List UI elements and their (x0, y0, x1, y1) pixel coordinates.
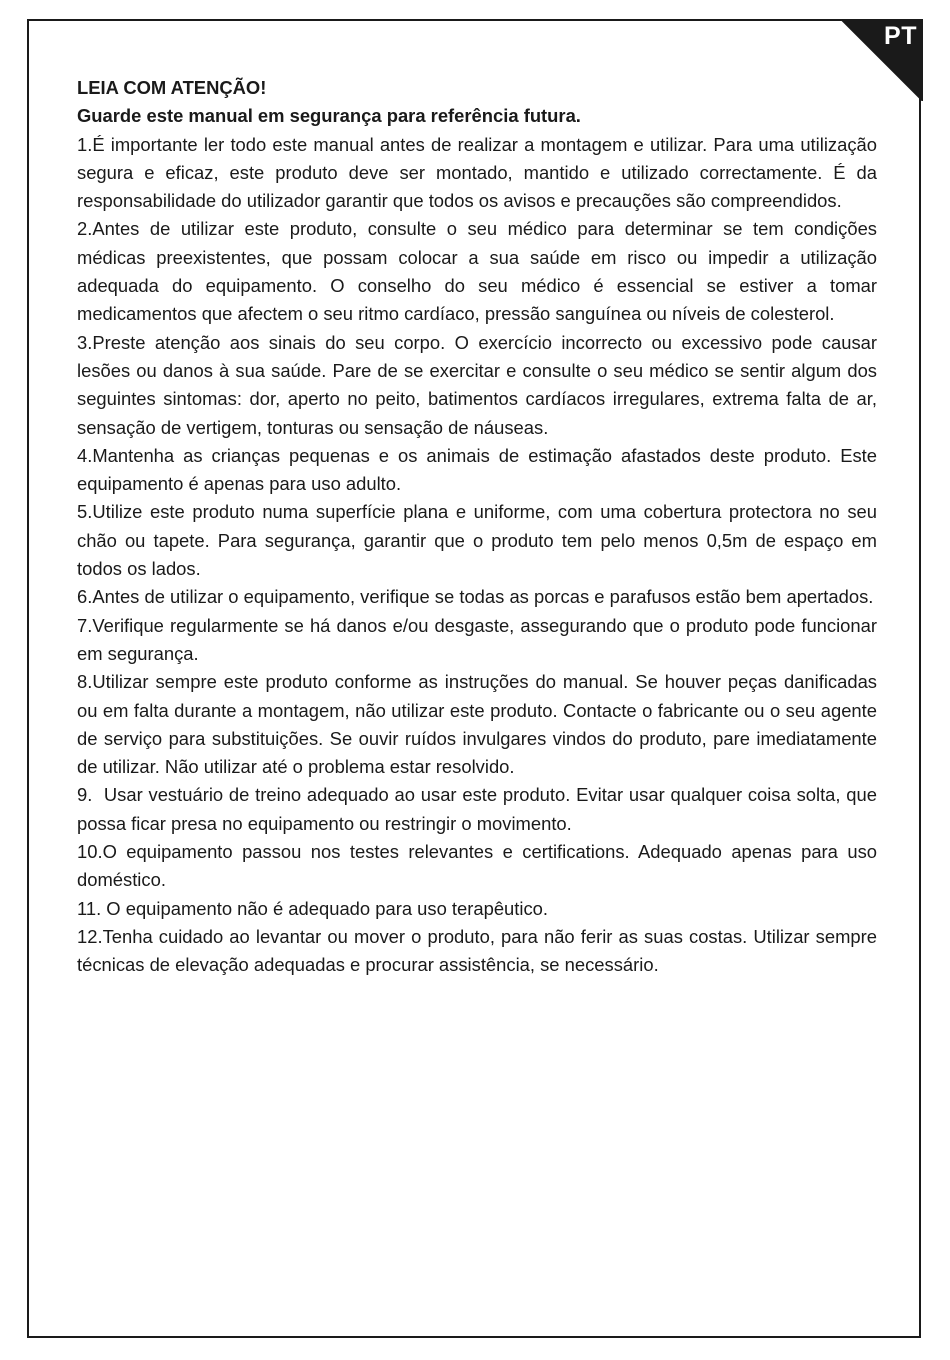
instruction-item-8: 8.Utilizar sempre este produto conforme as instruções do manual. Se houver peças danificadas ou em falta durante a montagem, não utilizar este produto. Contacte o fabricante ou o seu agente de serviço para substituições. Se ouvir ruídos invulgares vindos do produto, pare imediatamente de utilizar. Não utilizar até o problema estar resolvido. (77, 671, 877, 778)
instruction-item-2: 2.Antes de utilizar este produto, consulte o seu médico para determinar se tem condições médicas preexistentes, que possam colocar a sua saúde em risco ou impedir a utilização adequada do equipamento. O conselho do seu médico é essencial se estiver a tomar medicamentos que afectem o seu ritmo cardíaco, pressão sanguínea ou níveis de colesterol. (77, 218, 877, 325)
safety-instructions (77, 74, 883, 980)
instruction-item-4: 4.Mantenha as crianças pequenas e os animais de estimação afastados deste produto. Este equipamento é apenas para uso adulto. (77, 444, 877, 495)
instruction-item-11: 11. O equipamento não é adequado para uso terapêutico. (77, 897, 549, 919)
instruction-item-3: 3.Preste atenção aos sinais do seu corpo. O exercício incorrecto ou excessivo pode causar lesões ou danos à sua saúde. Pare de se exercitar e consulte o seu médico se sentir algum dos seguintes sintomas: dor, aperto no peito, batimentos cardíacos irregulares, extrema falta de ar, sensação de vertigem, tonturas ou sensação de náuseas. (77, 331, 877, 438)
instruction-item-9: 9. Usar vestuário de treino adequado ao usar este produto. Evitar usar qualquer coisa solta, que possa ficar presa no equipamento ou restringir o movimento. (77, 784, 883, 834)
instruction-item-10: 10.O equipamento passou nos testes relevantes e certifications. Adequado apenas para uso doméstico. (77, 841, 877, 891)
page-subtitle: Guarde este manual em segurança para referência futura. (77, 105, 581, 127)
instruction-item-6: 6.Antes de utilizar o equipamento, verifique se todas as porcas e parafusos estão bem apertados. (77, 586, 874, 608)
instruction-item-1: 1.É importante ler todo este manual antes de realizar a montagem e utilizar. Para uma utilização segura e eficaz, este produto deve ser montado, mantido e utilizado correctamente. É da responsabilidade do utilizador garantir que todos os avisos e precauções são compreendidos. (77, 133, 877, 212)
instruction-item-12: 12.Tenha cuidado ao levantar ou mover o produto, para não ferir as suas costas. Utilizar sempre técnicas de elevação adequadas e procurar assistência, se necessário. (77, 925, 877, 976)
language-code-label: PT (884, 22, 917, 50)
instruction-item-7: 7.Verifique regularmente se há danos e/ou desgaste, assegurando que o produto pode funcionar em segurança. (77, 614, 877, 664)
page-title: LEIA COM ATENÇÃO! (77, 77, 267, 98)
instruction-item-5: 5.Utilize este produto numa superfície plana e uniforme, com uma cobertura protectora no seu chão ou tapete. Para segurança, garantir que o produto tem pelo menos 0,5m de espaço em todos os lados. (77, 501, 877, 580)
